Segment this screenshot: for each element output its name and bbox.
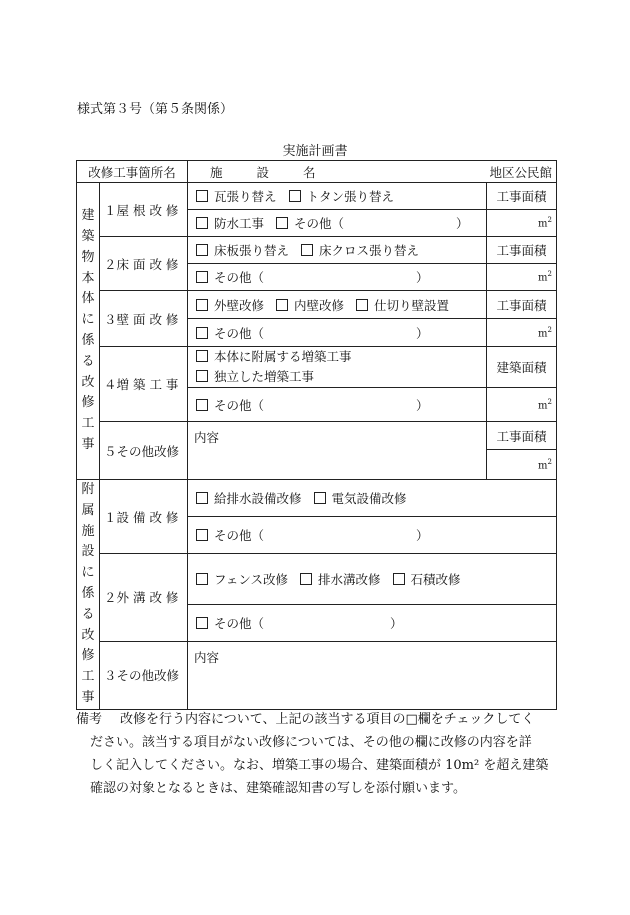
- exterior-other: その他（ ）: [188, 604, 557, 641]
- facility-label-1: 施: [210, 164, 223, 180]
- checkbox[interactable]: [196, 370, 208, 382]
- checkbox[interactable]: [276, 299, 288, 311]
- other-body-area-label: 工事面積: [487, 422, 557, 450]
- other-attached-row: [77, 641, 557, 709]
- extension-row-1: [77, 347, 557, 388]
- wall-area-value[interactable]: $m^2$: [487, 319, 557, 347]
- other-body-label: ５その他改修: [100, 422, 188, 480]
- checkbox[interactable]: [289, 190, 301, 202]
- notes-line-2: ださい。該当する項目がない改修については、その他の欄に改修の内容を詳: [90, 735, 532, 750]
- roof-options: 瓦張り替え トタン張り替え: [188, 183, 487, 210]
- other-body-area-value[interactable]: $m^2$: [487, 450, 557, 480]
- checkbox[interactable]: [196, 327, 208, 339]
- checkbox[interactable]: [196, 217, 208, 229]
- floor-other: その他（ ）: [188, 264, 487, 291]
- roof-area-value[interactable]: $m^2$: [487, 210, 557, 237]
- wall-options: 外壁改修 内壁改修 仕切り壁設置: [188, 291, 487, 319]
- floor-area-label: 工事面積: [487, 237, 557, 264]
- facility-cell: [188, 161, 557, 183]
- facility-label-3: 名: [302, 164, 316, 180]
- checkbox[interactable]: [196, 299, 208, 311]
- floor-options: 床板張り替え 床クロス張り替え: [188, 237, 487, 264]
- plan-table: [76, 160, 557, 710]
- other-attached-label: ３その他改修: [100, 641, 188, 709]
- extension-other: その他（ ）: [188, 388, 487, 422]
- header-row: [77, 161, 557, 183]
- notes-line-3: しく記入してください。なお、増築工事の場合、建築面積が 10m² を超え建築: [90, 758, 549, 773]
- checkbox[interactable]: [196, 617, 208, 629]
- wall-row-1: [77, 291, 557, 319]
- wall-label: ３壁 面 改 修: [100, 291, 188, 347]
- checkbox[interactable]: [393, 573, 405, 585]
- equipment-other: その他（ ）: [188, 517, 557, 554]
- checkbox[interactable]: [300, 573, 312, 585]
- roof-row-1: [77, 183, 557, 210]
- exterior-options: フェンス改修 排水溝改修 石積改修: [188, 554, 557, 605]
- extension-label: ４増 築 工 事: [100, 347, 188, 422]
- notes-label: 備考: [76, 712, 103, 727]
- notes-line-1: 改修を行う内容について、上記の該当する項目の□欄をチェックしてく: [120, 712, 535, 727]
- extension-area-value[interactable]: $m^2$: [487, 388, 557, 422]
- checkbox[interactable]: [314, 492, 326, 504]
- facility-label-2: 設: [256, 164, 270, 180]
- floor-area-value[interactable]: $m^2$: [487, 264, 557, 291]
- facility-name: 地区公民館: [489, 164, 552, 180]
- checkbox[interactable]: [356, 299, 368, 311]
- checkbox[interactable]: [196, 492, 208, 504]
- wall-other: その他（ ）: [188, 319, 487, 347]
- category-attached: 附 属 施 設 に 係 る 改 修 工 事: [77, 480, 100, 710]
- checkbox[interactable]: [196, 529, 208, 541]
- checkbox[interactable]: [276, 217, 288, 229]
- exterior-label: ２外 溝 改 修: [100, 554, 188, 642]
- exterior-row-1: [77, 554, 557, 605]
- checkbox[interactable]: [196, 350, 208, 362]
- checkbox[interactable]: [301, 244, 313, 256]
- roof-label: １屋 根 改 修: [100, 183, 188, 237]
- notes: [76, 708, 560, 800]
- other-attached-content[interactable]: 内容: [188, 641, 557, 709]
- equipment-label: １設 備 改 修: [100, 480, 188, 554]
- equipment-row-1: [77, 480, 557, 517]
- checkbox[interactable]: [196, 190, 208, 202]
- form-number: 様式第３号（第５条関係）: [77, 102, 234, 117]
- checkbox[interactable]: [196, 573, 208, 585]
- checkbox[interactable]: [196, 399, 208, 411]
- wall-area-label: 工事面積: [487, 291, 557, 319]
- equipment-options: 給排水設備改修 電気設備改修: [188, 480, 557, 517]
- floor-row-1: [77, 237, 557, 264]
- roof-other: 防水工事 その他（ ）: [188, 210, 487, 237]
- document-title: 実施計画書: [282, 144, 348, 159]
- notes-line-4: 確認の対象となるときは、建築確認知書の写しを添付願います。: [90, 781, 466, 796]
- roof-area-label: 工事面積: [487, 183, 557, 210]
- checkbox[interactable]: [196, 244, 208, 256]
- category-body: 建 築 物 本 体 に 係 る 改 修 工 事: [77, 183, 100, 480]
- extension-options: 本体に附属する増築工事 独立した増築工事: [188, 347, 487, 388]
- other-body-content[interactable]: 内容: [188, 422, 487, 480]
- checkbox[interactable]: [196, 271, 208, 283]
- header-label: 改修工事箇所名: [77, 161, 188, 183]
- floor-label: ２床 面 改 修: [100, 237, 188, 291]
- extension-area-label: 建築面積: [487, 347, 557, 388]
- other-body-row-1: [77, 422, 557, 450]
